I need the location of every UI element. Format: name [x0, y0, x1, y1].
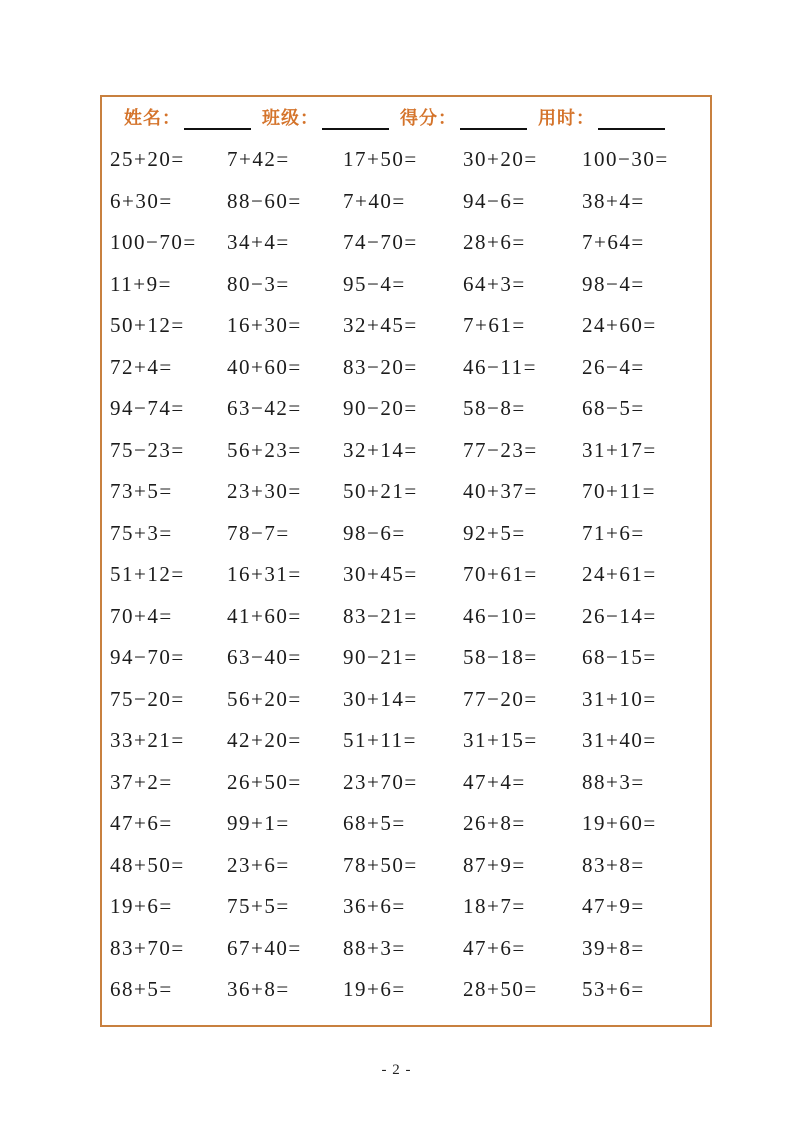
problem: 88+3=: [343, 935, 406, 960]
problem: 83+8=: [582, 852, 645, 877]
problem: 26−14=: [582, 603, 657, 628]
problem: 74−70=: [343, 230, 418, 255]
problem: 58−8=: [463, 396, 526, 421]
problem: 70+11=: [582, 479, 656, 504]
problem: 7+64=: [582, 230, 645, 255]
problem: 100−70=: [110, 230, 197, 255]
problem: 30+14=: [343, 686, 418, 711]
problem: 94−6=: [463, 188, 526, 213]
problem: 75−20=: [110, 686, 185, 711]
problem: 24+60=: [582, 313, 657, 338]
problem: 68−5=: [582, 396, 645, 421]
problem: 32+14=: [343, 437, 418, 462]
problem: 75−23=: [110, 437, 185, 462]
problem: 71+6=: [582, 520, 645, 545]
problem: 40+37=: [463, 479, 538, 504]
problem: 80−3=: [227, 271, 290, 296]
problem: 16+31=: [227, 562, 302, 587]
problem: 23+70=: [343, 769, 418, 794]
problem: 28+6=: [463, 230, 526, 255]
name-blank-line: [184, 108, 251, 130]
problem: 31+17=: [582, 437, 657, 462]
problem: 68+5=: [110, 977, 173, 1002]
problem: 70+61=: [463, 562, 538, 587]
time-label: 用时：: [538, 108, 595, 128]
problem: 94−74=: [110, 396, 185, 421]
problem: 36+6=: [343, 894, 406, 919]
problem: 78+50=: [343, 852, 418, 877]
problem: 41+60=: [227, 603, 302, 628]
problem: 31+10=: [582, 686, 657, 711]
problem: 46−11=: [463, 354, 537, 379]
problem: 56+23=: [227, 437, 302, 462]
score-label: 得分：: [400, 108, 457, 128]
problem: 34+4=: [227, 230, 290, 255]
problem: 95−4=: [343, 271, 406, 296]
problem: 40+60=: [227, 354, 302, 379]
problem: 30+45=: [343, 562, 418, 587]
problem: 33+21=: [110, 728, 185, 753]
problem: 23+30=: [227, 479, 302, 504]
class-label: 班级：: [262, 108, 319, 128]
header-field-time: [538, 106, 665, 130]
problem: 88−60=: [227, 188, 302, 213]
problem: 75+5=: [227, 894, 290, 919]
problem: 94−70=: [110, 645, 185, 670]
problem: 70+4=: [110, 603, 173, 628]
header-field-name: [124, 106, 251, 130]
problem: 39+8=: [582, 935, 645, 960]
problem: 19+6=: [343, 977, 406, 1002]
problem: 48+50=: [110, 852, 185, 877]
problem: 26+8=: [463, 811, 526, 836]
problem: 11+9=: [110, 271, 172, 296]
problem: 26−4=: [582, 354, 645, 379]
problem: 53+6=: [582, 977, 645, 1002]
problem: 99+1=: [227, 811, 290, 836]
problem: 7+42=: [227, 147, 290, 172]
problem: 25+20=: [110, 147, 185, 172]
worksheet-frame: [100, 95, 712, 1027]
problem: 23+6=: [227, 852, 290, 877]
problems-grid: [110, 139, 708, 1011]
problem: 64+3=: [463, 271, 526, 296]
problem: 72+4=: [110, 354, 173, 379]
problem: 38+4=: [582, 188, 645, 213]
problem: 47+9=: [582, 894, 645, 919]
problem: 51+12=: [110, 562, 185, 587]
header-field-score: [400, 106, 527, 130]
problem: 98−6=: [343, 520, 406, 545]
problem: 36+8=: [227, 977, 290, 1002]
class-blank-line: [322, 108, 389, 130]
problem: 19+6=: [110, 894, 173, 919]
problem: 47+4=: [463, 769, 526, 794]
problem: 50+21=: [343, 479, 418, 504]
problem: 18+7=: [463, 894, 526, 919]
problem: 46−10=: [463, 603, 538, 628]
problem: 63−42=: [227, 396, 302, 421]
problem: 100−30=: [582, 147, 669, 172]
problem: 47+6=: [463, 935, 526, 960]
problem: 68−15=: [582, 645, 657, 670]
problem: 77−20=: [463, 686, 538, 711]
problem: 83+70=: [110, 935, 185, 960]
problem: 31+40=: [582, 728, 657, 753]
problem: 51+11=: [343, 728, 417, 753]
problem: 42+20=: [227, 728, 302, 753]
problem: 63−40=: [227, 645, 302, 670]
problem: 16+30=: [227, 313, 302, 338]
problem: 50+12=: [110, 313, 185, 338]
problem: 7+61=: [463, 313, 526, 338]
page-number: - 2 -: [381, 1062, 412, 1078]
problem: 75+3=: [110, 520, 173, 545]
problem: 90−20=: [343, 396, 418, 421]
problem: 17+50=: [343, 147, 418, 172]
problem: 68+5=: [343, 811, 406, 836]
problem: 26+50=: [227, 769, 302, 794]
worksheet-header: [124, 106, 700, 130]
problem: 30+20=: [463, 147, 538, 172]
problem: 37+2=: [110, 769, 173, 794]
problem: 83−20=: [343, 354, 418, 379]
problem: 83−21=: [343, 603, 418, 628]
problem: 98−4=: [582, 271, 645, 296]
problem: 24+61=: [582, 562, 657, 587]
problem: 73+5=: [110, 479, 173, 504]
problem: 87+9=: [463, 852, 526, 877]
time-blank-line: [598, 108, 665, 130]
problem: 92+5=: [463, 520, 526, 545]
problem: 77−23=: [463, 437, 538, 462]
problem: 47+6=: [110, 811, 173, 836]
header-field-class: [262, 106, 389, 130]
problem: 19+60=: [582, 811, 657, 836]
problem: 7+40=: [343, 188, 406, 213]
problem: 88+3=: [582, 769, 645, 794]
problem: 67+40=: [227, 935, 302, 960]
problem: 6+30=: [110, 188, 173, 213]
problem: 90−21=: [343, 645, 418, 670]
problem: 58−18=: [463, 645, 538, 670]
score-blank-line: [460, 108, 527, 130]
problem: 31+15=: [463, 728, 538, 753]
problem: 78−7=: [227, 520, 290, 545]
problem: 56+20=: [227, 686, 302, 711]
problem: 28+50=: [463, 977, 538, 1002]
problem: 32+45=: [343, 313, 418, 338]
name-label: 姓名：: [124, 108, 181, 128]
